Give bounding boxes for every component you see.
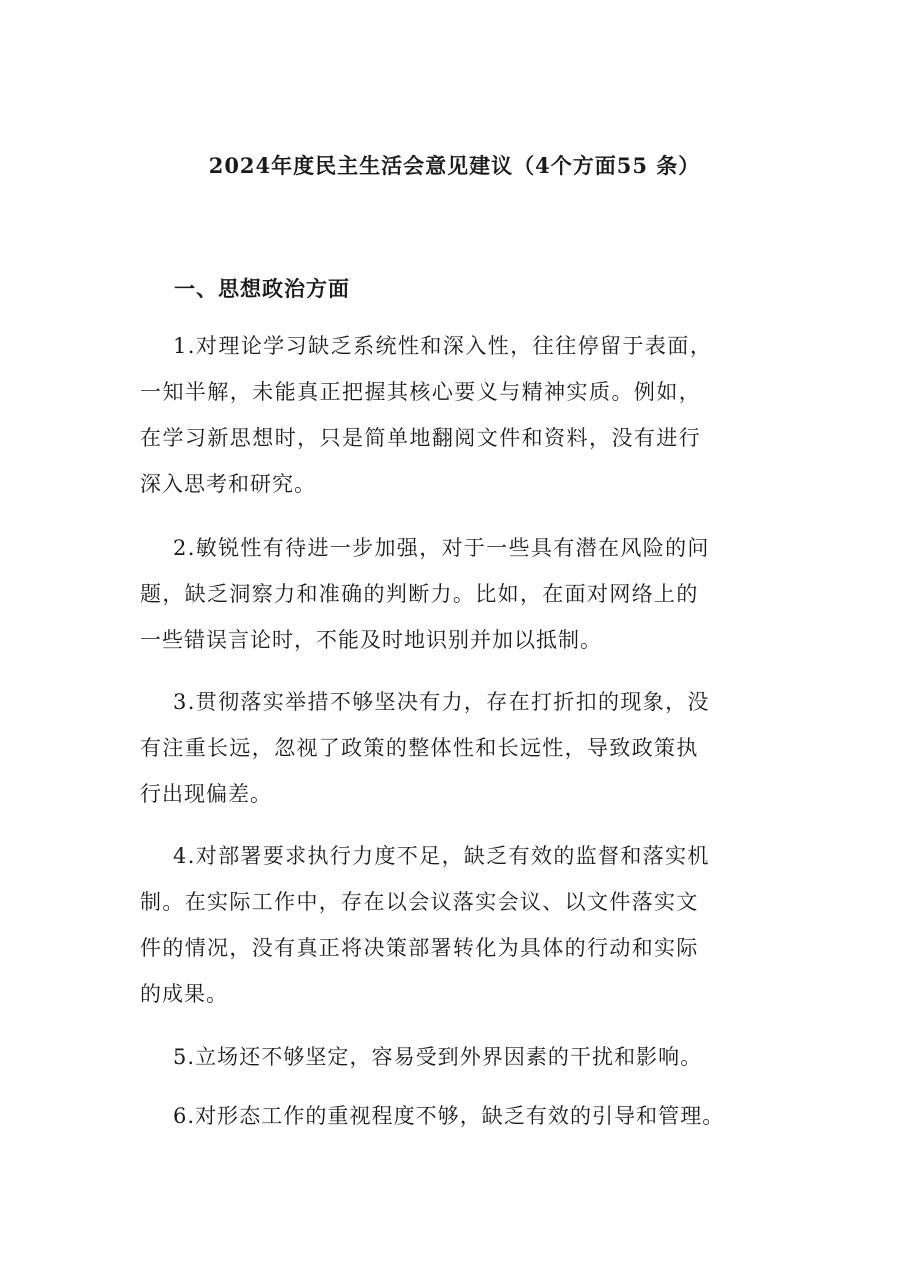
- list-item: [140, 323, 780, 507]
- paragraph-line: 制。在实际工作中，存在以会议落实会议、以文件落实文: [140, 890, 699, 914]
- section-heading: 一、思想政治方面: [174, 276, 350, 301]
- paragraph-line: 一些错误言论时，不能及时地识别并加以抵制。: [140, 628, 602, 652]
- paragraph-line: 一知半解，未能真正把握其核心要义与精神实质。例如，: [140, 380, 702, 404]
- paragraph-line: 6.对形态工作的重视程度不够，缺乏有效的引导和管理。: [173, 1104, 725, 1128]
- paragraph-line: 题，缺乏洞察力和准确的判断力。比如，在面对网络上的: [140, 582, 699, 606]
- paragraph-line: 4.对部署要求执行力度不足，缺乏有效的监督和落实机: [173, 844, 710, 868]
- paragraph-line: 件的情况，没有真正将决策部署转化为具体的行动和实际: [140, 936, 699, 960]
- list-item: [140, 1034, 780, 1080]
- list-item: [140, 833, 780, 1017]
- paragraph-line: 有注重长远，忽视了政策的整体性和长远性，导致政策执: [140, 736, 699, 760]
- paragraph-line: 5.立场还不够坚定，容易受到外界因素的干扰和影响。: [173, 1045, 703, 1069]
- paragraph-line: 在学习新思想时，只是简单地翻阅文件和资料，没有进行: [140, 426, 702, 450]
- list-item: [140, 679, 780, 817]
- paragraph-line: 3.贯彻落实举措不够坚决有力，存在打折扣的现象，没: [173, 690, 710, 714]
- paragraph-line: 行出现偏差。: [140, 782, 272, 806]
- paragraph-line: 2.敏锐性有待进一步加强，对于一些具有潜在风险的问: [173, 536, 710, 560]
- paragraph-line: 1.对理论学习缺乏系统性和深入性，往往停留于表面，: [173, 334, 713, 358]
- document-title: 2024年度民主生活会意见建议（4个方面55 条）: [208, 153, 701, 178]
- paragraph-line: 深入思考和研究。: [140, 472, 316, 496]
- paragraph-line: 的成果。: [140, 982, 228, 1006]
- list-item: [140, 525, 780, 663]
- list-item: [140, 1093, 780, 1139]
